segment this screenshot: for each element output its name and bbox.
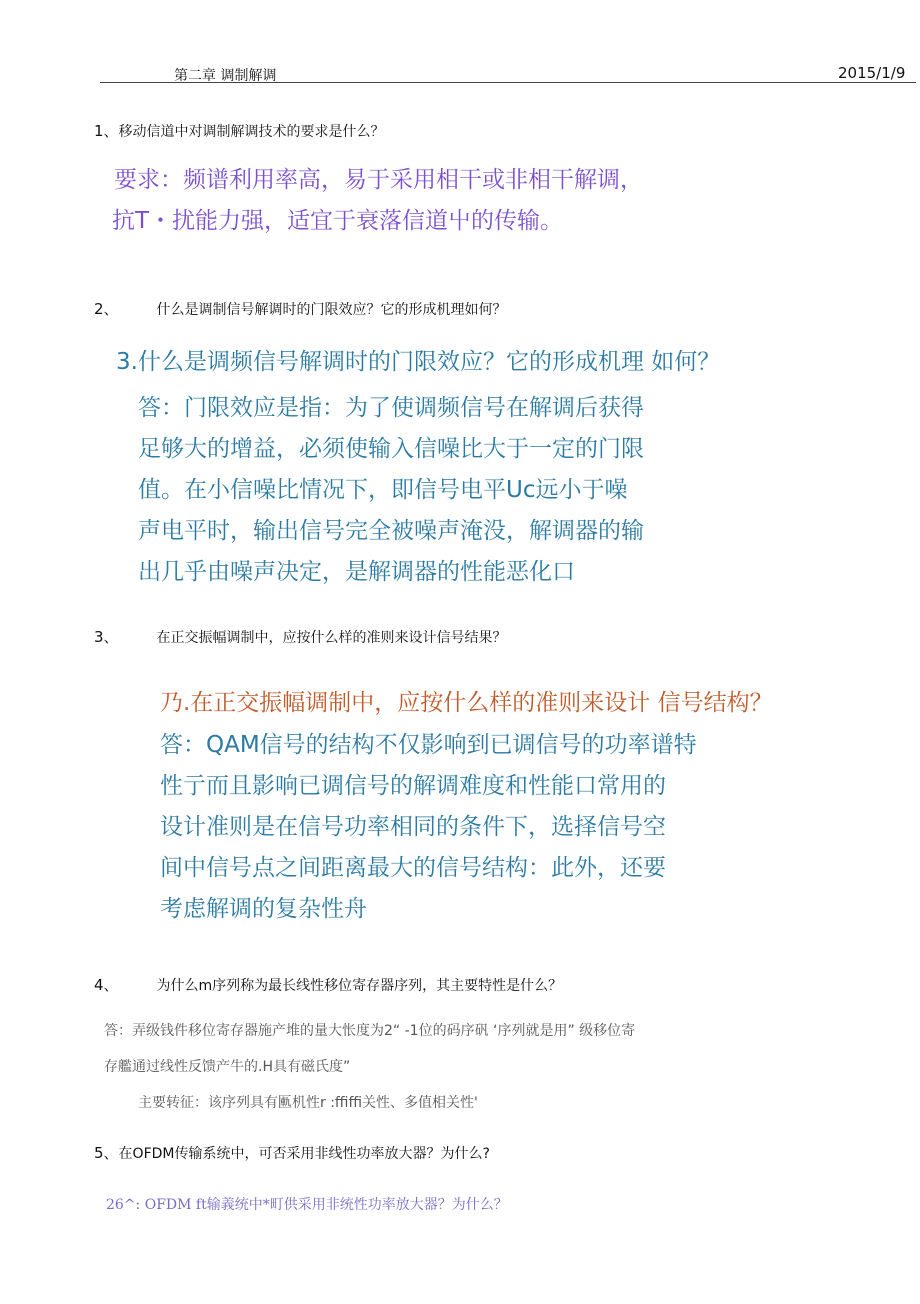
answer-3-line: 考虑解调的复杂性舟 — [160, 896, 367, 922]
question-2 — [94, 298, 507, 319]
question-2-text: 什么是调制信号解调时的门限效应？它的形成机理如何？ — [156, 302, 507, 318]
question-3-number: 3、 — [94, 628, 119, 646]
answer-4-line: 答：弄级钱件移位寄存器施产堆的量大怅度为2“ -1位的码序矾 ‘序列就是用” 级移位寄 — [104, 1023, 636, 1039]
question-3-text: 在正交振幅调制中，应按什么样的准则来设计信号结果？ — [156, 630, 507, 646]
question-5-number: 5、 — [94, 1144, 119, 1162]
answer-3 — [160, 725, 697, 930]
answer-2-line: 声电平时，输出信号完全被噪声淹没，解调器的输 — [138, 518, 644, 544]
answer-2-heading: 3.什么是调频信号解调时的门限效应？它的形成机理 如何？ — [116, 349, 721, 375]
question-5-text: 在OFDM传输系统中，可否采用非线性功率放大器？为什么? — [118, 1146, 490, 1162]
answer-1 — [114, 160, 643, 242]
question-2-number: 2、 — [94, 300, 119, 318]
header-chapter: 第二章 调制解调 — [174, 68, 277, 84]
question-3 — [94, 626, 507, 647]
header-date: 2015/1/9 — [838, 64, 906, 82]
answer-1-line: 要求：频谱利用率高，易于采用相干或非相干解调， — [114, 167, 643, 193]
answer-3-line: 设计准则是在信号功率相同的条件下，选择信号空 — [160, 814, 666, 840]
answer-3-line: 性亍而且影响已调信号的解调难度和性能口常用的 — [160, 773, 666, 799]
answer-2 — [138, 388, 644, 593]
answer-2-line: 答：门限效应是指：为了使调频信号在解调后获得 — [138, 395, 644, 421]
answer-3-heading: 乃.在正交振幅调制中，应按什么样的准则来设计 信号结构？ — [160, 690, 773, 716]
answer-3-line: 间中信号点之间距离最大的信号结构：此外，还要 — [160, 855, 666, 881]
question-4 — [94, 974, 562, 995]
answer-5-line: 26^: OFDM ft输義统中*町供采用非统性功率放大器？为什么？ — [106, 1197, 508, 1213]
answer-2-line: 值。在小信噪比情况下，即信号电平Uc远小于噪 — [138, 477, 628, 503]
question-4-number: 4、 — [94, 976, 119, 994]
answer-2-line: 足够大的增益，必须使输入信噪比大于一定的门限 — [138, 436, 644, 462]
question-1-number: 1、 — [94, 122, 119, 140]
answer-3-line: 答：QAM信号的结构不仅影响到已调信号的功率谱特 — [160, 732, 697, 758]
answer-1-line: 抗T・扰能力强，适宜于衰落信道屮的传输。 — [112, 208, 564, 234]
header-rule — [100, 82, 916, 83]
question-5 — [94, 1142, 490, 1163]
question-1 — [94, 120, 385, 141]
answer-4-line: 主要转征：该序列具有匭机性r :ffiffi关性、多值相关性' — [138, 1095, 478, 1111]
question-1-text: 移动信道中对调制解调技术的要求是什么？ — [118, 124, 385, 140]
question-4-text: 为什么m序列称为最长线性移位寄存器序列，其主要特性是什么？ — [156, 978, 563, 994]
answer-2-line: 出几乎由噪声决定，是解调器的性能恶化口 — [138, 559, 575, 585]
answer-4-line: 存艦通过线性反馈产牛的.H具有磁氏度” — [104, 1059, 351, 1075]
